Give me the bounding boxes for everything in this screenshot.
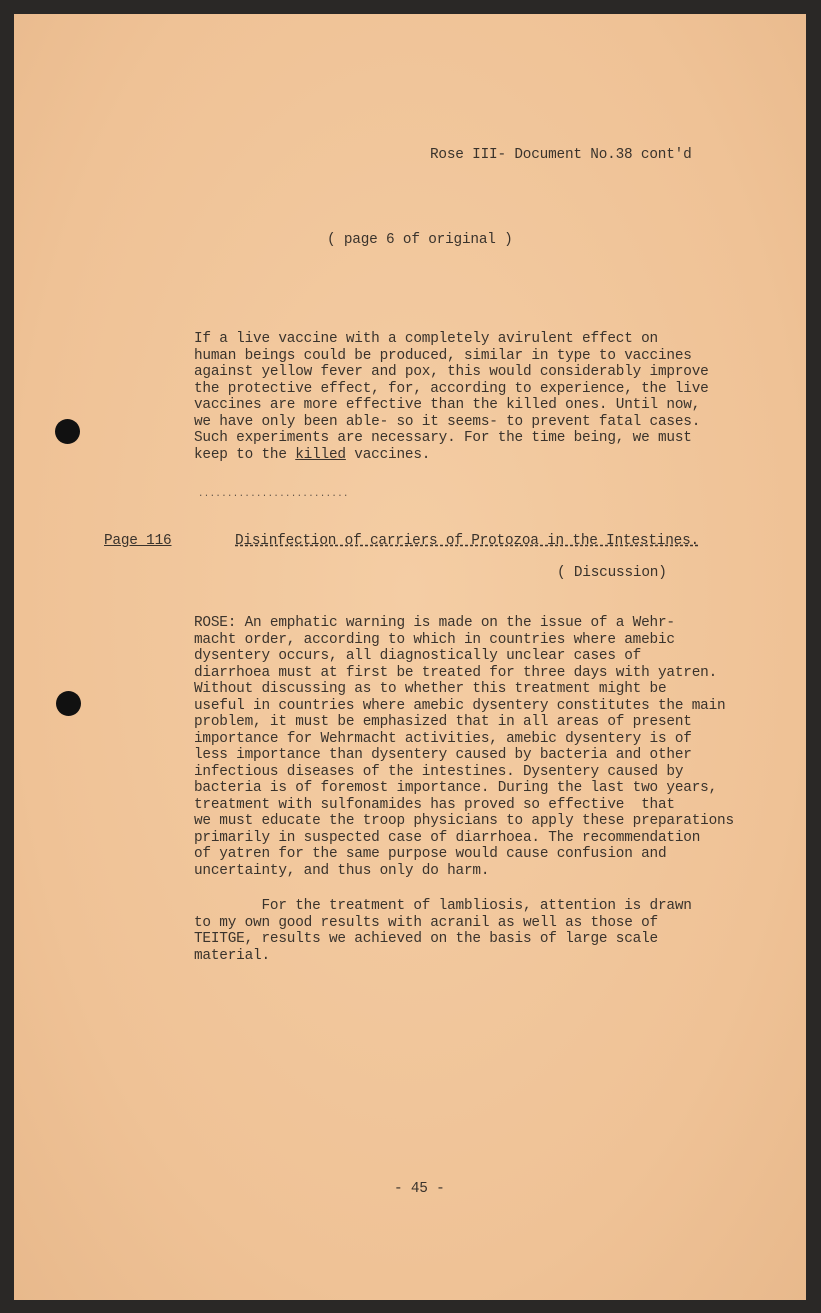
page-reference: Page 116 (104, 533, 172, 549)
underlined-word: killed (295, 446, 346, 463)
text-line: human beings could be produced, similar in type to vaccines (194, 347, 692, 364)
section-separator: .......................... (198, 489, 349, 499)
text-line: treatment with sulfonamides has proved so effective that (194, 796, 675, 813)
page-number: - 45 - (394, 1181, 445, 1197)
text-line: we must educate the troop physicians to apply these preparations (194, 813, 734, 829)
text-line: useful in countries where amebic dysentery constitutes the main (194, 697, 726, 714)
text-line: vaccines are more effective than the killed ones. Until now, (194, 397, 701, 413)
text-line: uncertainty, and thus only do harm. (194, 862, 490, 879)
punch-hole (55, 419, 80, 444)
text-line: diarrhoea must at first be treated for three days with yatren. (194, 664, 718, 681)
text-segment: vaccines. (345, 446, 431, 463)
text-line: of yatren for the same purpose would cause confusion and (194, 846, 667, 862)
text-line: importance for Wehrmacht activities, amebic dysentery is of (194, 730, 692, 747)
text-line: If a live vaccine with a completely avirulent effect on (194, 331, 658, 347)
page-of-original-note: ( page 6 of original ) (327, 232, 513, 248)
text-line: less importance than dysentery caused by bacteria and other (194, 747, 692, 763)
discussion-label: ( Discussion) (557, 565, 667, 581)
text-line: primarily in suspected case of diarrhoea. The recommendation (194, 829, 701, 846)
text-line: For the treatment of lambliosis, attention is drawn (194, 898, 692, 914)
paragraph-lambliosis (194, 898, 692, 964)
text-line: Such experiments are necessary. For the time being, we must (194, 430, 692, 446)
text-line: infectious diseases of the intestines. Dysentery caused by (194, 763, 684, 780)
text-line-last (194, 447, 709, 464)
text-line: the protective effect, for, according to experience, the live (194, 380, 709, 397)
paragraph-live-vaccine (194, 331, 709, 463)
text-line: against yellow fever and pox, this would considerably improve (194, 364, 709, 380)
text-line: ROSE: An emphatic warning is made on the issue of a Wehr- (194, 615, 675, 631)
punch-hole (56, 691, 81, 716)
text-line: dysentery occurs, all diagnostically unclear cases of (194, 648, 642, 664)
text-line: TEITGE, results we achieved on the basis of large scale (194, 931, 658, 947)
document-header: Rose III- Document No.38 cont'd (430, 147, 692, 163)
text-line: to my own good results with acranil as well as those of (194, 914, 658, 931)
document-page (14, 14, 806, 1300)
paragraph-rose-warning (194, 615, 734, 879)
text-line: Without discussing as to whether this treatment might be (194, 681, 667, 697)
text-line: macht order, according to which in countries where amebic (194, 631, 675, 648)
text-line: material. (194, 947, 270, 964)
text-line: bacteria is of foremost importance. During the last two years, (194, 780, 718, 796)
text-segment: keep to the (194, 446, 296, 463)
text-line: problem, it must be emphasized that in all areas of present (194, 714, 692, 730)
section-title: Disinfection of carriers of Protozoa in the Intestines. (235, 533, 699, 549)
text-line: we have only been able- so it seems- to prevent fatal cases. (194, 413, 701, 430)
